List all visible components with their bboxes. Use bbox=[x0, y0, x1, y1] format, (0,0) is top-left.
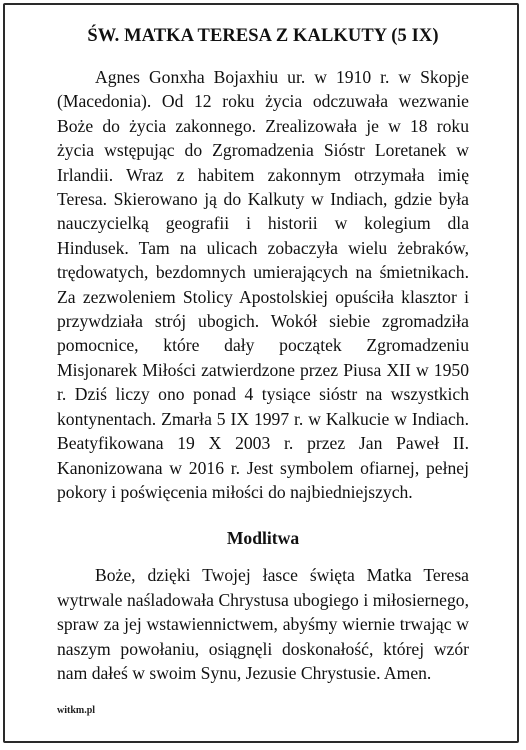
biography-paragraph: Agnes Gonxha Bojaxhiu ur. w 1910 r. w Skopje (Macedonia). Od 12 roku życia odczuwała wezwanie Boże do życia zakonnego. Zrealizowała je w 18 roku życia wstępując do Zgromadzenia Sióstr Loretanek w Irlandii. Wraz z habitem zakonnym otrzymała imię Teresa. Skierowano ją do Kalkuty w Indiach, gdzie była nauczycielką geografii i historii w kolegium dla Hindusek. Tam na ulicach zobaczyła wielu żebraków, trędowatych, bezdomnych umierających na śmietnikach. Za zezwoleniem Stolicy Apostolskiej opuściła klasztor i przywdziała strój ubogich. Wokół siebie zgromadziła pomocnice, które dały początek Zgromadzeniu Misjonarek Miłości zatwierdzone przez Piusa XII w 1950 r. Dziś liczy ono ponad 4 tysiące sióstr na wszystkich kontynentach. Zmarła 5 IX 1997 r. w Kalkucie w Indiach. Beatyfikowana 19 X 2003 r. przez Jan Paweł II. Kanonizowana w 2016 r. Jest symbolem ofiarnej, pełnej pokory i poświęcenia miłości do najbiedniejszych. bbox=[57, 67, 469, 502]
prayer-paragraph: Boże, dzięki Twojej łasce święta Matka Teresa wytrwale naśladowała Chrystusa ubogiego i miłosiernego, spraw za jej wstawiennictwem, abyśmy wiernie trwając w naszym powołaniu, osiągnęli doskonałość, której wzór nam dałeś w swoim Synu, Jezusie Chrystusie. Amen. bbox=[57, 565, 469, 683]
holy-card bbox=[3, 3, 519, 743]
source-footer: witkm.pl bbox=[57, 705, 96, 716]
page-title: ŚW. MATKA TERESA Z KALKUTY (5 IX) bbox=[87, 26, 439, 46]
card-content bbox=[57, 23, 469, 685]
prayer-heading: Modlitwa bbox=[226, 528, 300, 549]
